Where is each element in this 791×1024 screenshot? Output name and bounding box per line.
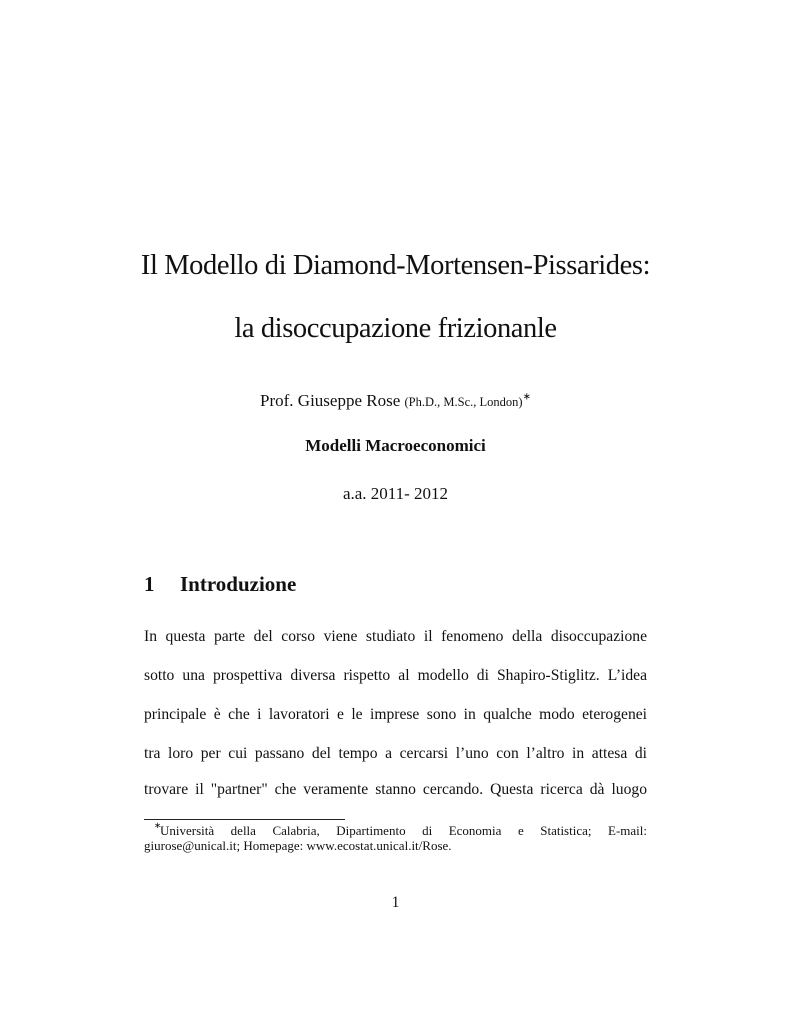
footnote-rule xyxy=(144,819,345,820)
body-line-2: sotto una prospettiva diversa rispetto al modello di Shapiro-Stiglitz. L’idea xyxy=(144,667,647,684)
author-name: Prof. Giuseppe Rose xyxy=(260,391,401,410)
body-line-3: principale è che i lavoratori e le imprese sono in qualche modo eterogenei xyxy=(144,706,647,723)
author-footnote-mark: ∗ xyxy=(522,391,531,403)
title-line-2: la disoccupazione frizionanle xyxy=(234,313,557,344)
body-line-5: trovare il "partner" che veramente stanno cercando. Questa ricerca dà luogo xyxy=(144,781,647,798)
author-credentials: (Ph.D., M.Sc., London) xyxy=(404,395,523,409)
author-line xyxy=(0,391,791,411)
body-line-4: tra loro per cui passano del tempo a cercarsi l’uno con l’altro in attesa di xyxy=(144,745,647,762)
title-line-1: Il Modello di Diamond-Mortensen-Pissarides: xyxy=(140,250,651,281)
body-line-1: In questa parte del corso viene studiato il fenomeno della disoccupazione xyxy=(144,628,647,645)
page-number: 1 xyxy=(391,894,400,911)
footnote-line-1: ∗ Università della Calabria, Dipartimento di Economia e Statistica; E-mail: xyxy=(154,820,647,838)
section-title: Introduzione xyxy=(180,572,297,596)
course-name: Modelli Macroeconomici xyxy=(305,436,486,455)
footnote-text-1: Università della Calabria, Dipartimento di Economia e Statistica; E-mail: xyxy=(160,823,647,838)
section-number: 1 xyxy=(144,572,155,596)
section-heading xyxy=(144,572,296,597)
footnote-line-2: giurose@unical.it; Homepage: www.ecostat.unical.it/Rose. xyxy=(144,838,452,853)
academic-year: a.a. 2011- 2012 xyxy=(342,484,449,503)
